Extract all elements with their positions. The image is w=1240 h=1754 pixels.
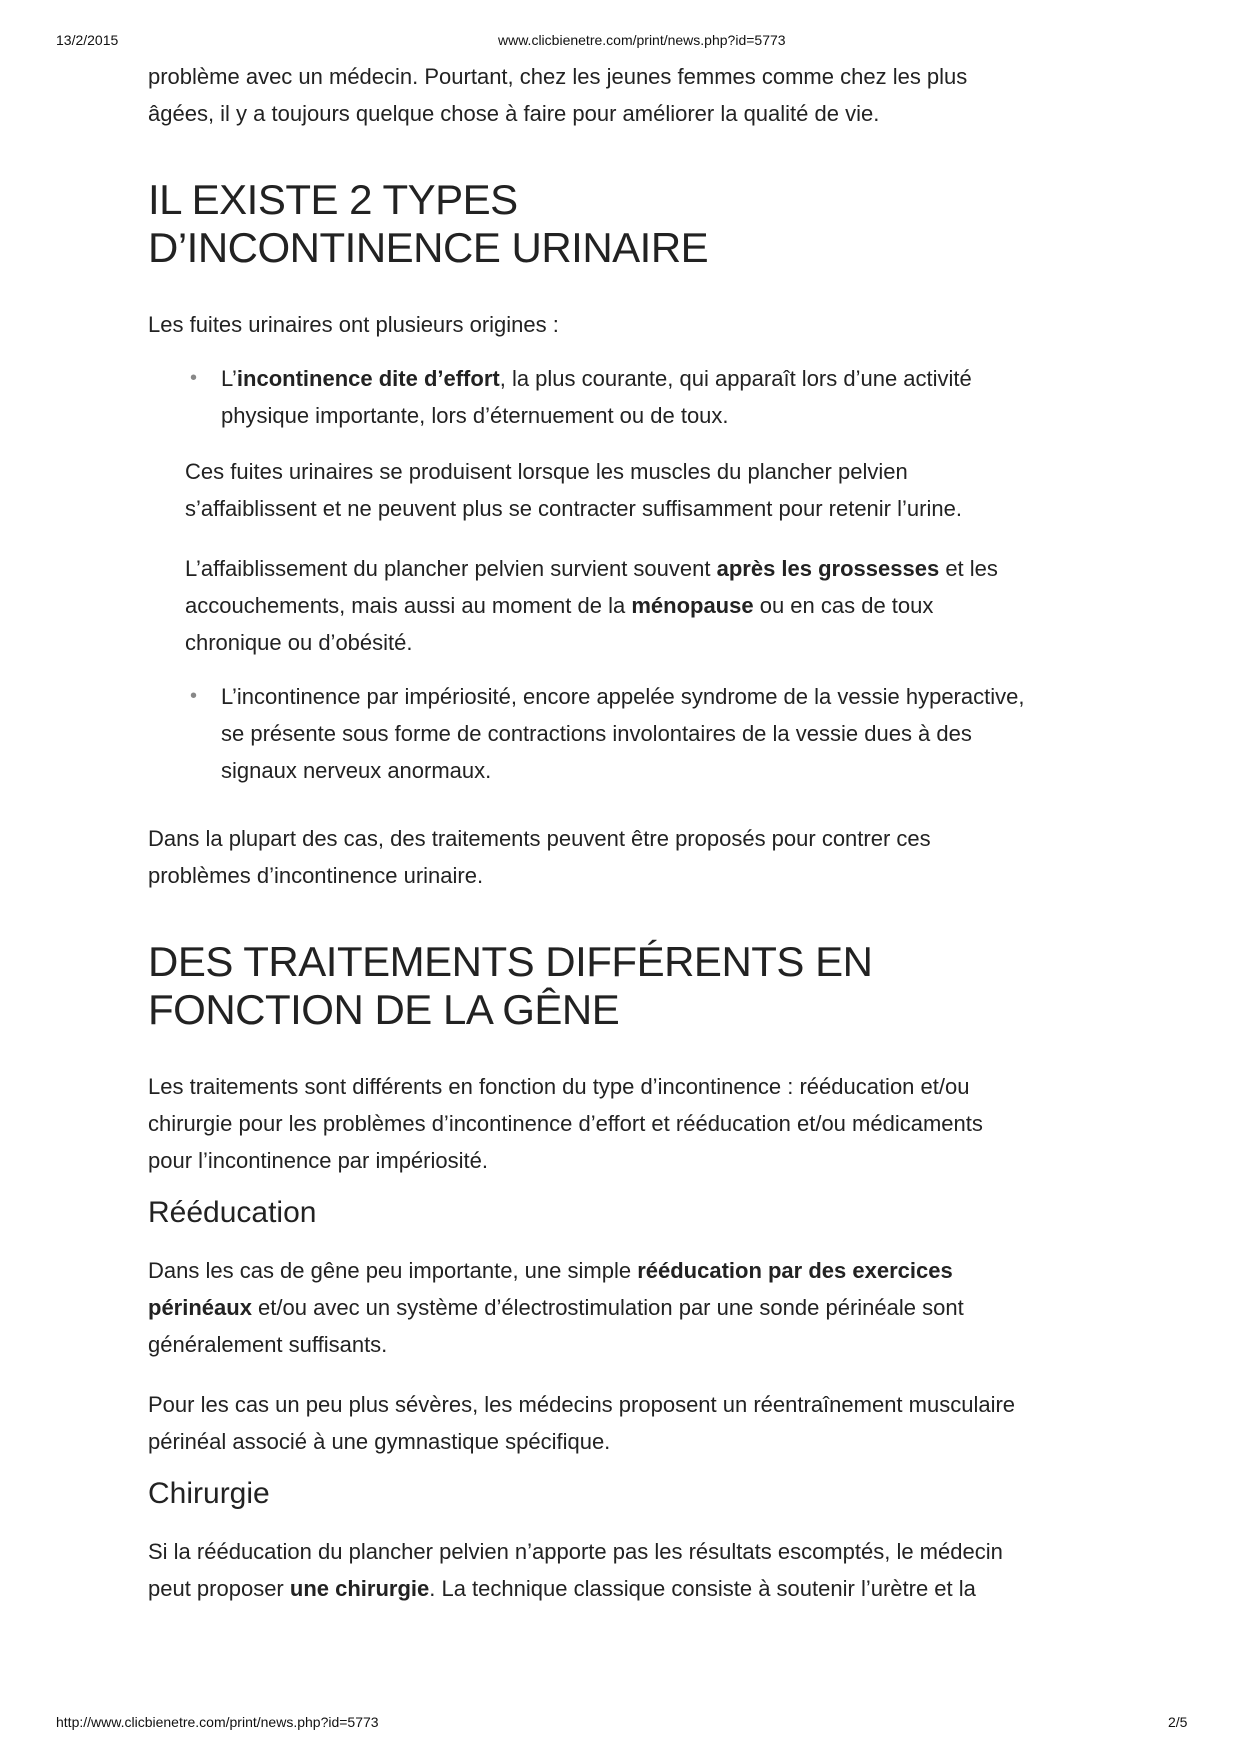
para2-bold-1: après les grossesses	[716, 556, 940, 581]
print-url-footer: http://www.clicbienetre.com/print/news.php?id=5773	[56, 1714, 379, 1730]
print-date: 13/2/2015	[56, 32, 119, 48]
reed-p2-line-2: périnéal associé à une gymnastique spécifique.	[148, 1429, 611, 1454]
para1-line-2: s’affaiblissent et ne peuvent plus se contracter suffisamment pour retenir l’urine.	[185, 496, 962, 521]
reed-p1-post: et/ou avec un système d’électrostimulation par une sonde périnéale sont	[251, 1295, 964, 1320]
chir-p1-pre: peut proposer	[148, 1576, 290, 1601]
para1-line-1: Ces fuites urinaires se produisent lorsque les muscles du plancher pelvien	[185, 459, 908, 484]
para2-mid: et les	[939, 556, 998, 581]
reed-p1-pre: Dans les cas de gêne peu importante, une simple	[148, 1258, 638, 1283]
chir-p1-line-1: Si la rééducation du plancher pelvien n’apporte pas les résultats escomptés, le médecin	[148, 1539, 1003, 1564]
bullet-icon: •	[190, 685, 198, 707]
section1-closing	[148, 820, 1138, 894]
section1-paragraph-1	[148, 453, 1138, 527]
chir-p1-post: . La technique classique consiste à soutenir l’urètre et la	[429, 1576, 976, 1601]
bullet-icon: •	[190, 367, 198, 389]
bullet2-line-3: signaux nerveux anormaux.	[221, 758, 492, 783]
section-heading-types	[148, 176, 1138, 272]
section1-paragraph-2	[148, 550, 1138, 661]
para2-line2-pre: accouchements, mais aussi au moment de la	[185, 593, 632, 618]
reeducation-paragraph-1	[148, 1252, 1138, 1363]
page-number: 2/5	[1168, 1714, 1188, 1730]
bullet1-pre: L’	[221, 366, 237, 391]
reed-p1-line-3: généralement suffisants.	[148, 1332, 388, 1357]
section-heading-treatments	[148, 938, 1138, 1034]
section-heading-types-line-1: IL EXISTE 2 TYPES	[148, 176, 518, 223]
reed-p2-line-1: Pour les cas un peu plus sévères, les médecins proposent un réentraînement musculaire	[148, 1392, 1016, 1417]
intro-line-2: âgées, il y a toujours quelque chose à faire pour améliorer la qualité de vie.	[148, 101, 880, 126]
section-heading-types-line-2: D’INCONTINENCE URINAIRE	[148, 224, 709, 271]
s2-lead-line-1: Les traitements sont différents en fonction du type d’incontinence : rééducation et/ou	[148, 1074, 970, 1099]
para2-bold-2: ménopause	[631, 593, 754, 618]
s2-lead-line-2: chirurgie pour les problèmes d’incontinence d’effort et rééducation et/ou médicaments	[148, 1111, 983, 1136]
subheading-chirurgie: Chirurgie	[148, 1477, 270, 1510]
bullet2-line-1: L’incontinence par impériosité, encore appelée syndrome de la vessie hyperactive,	[221, 684, 1025, 709]
subheading-reeducation: Rééducation	[148, 1196, 317, 1229]
list-item-urge-incontinence	[185, 678, 1138, 789]
list-item-stress-incontinence	[185, 360, 1138, 434]
para2-line-3: chronique ou d’obésité.	[185, 630, 413, 655]
chirurgie-paragraph-1	[148, 1533, 1138, 1607]
types-list-1	[148, 360, 1138, 434]
chir-p1-bold: une chirurgie	[289, 1576, 430, 1601]
bullet1-post: , la plus courante, qui apparaît lors d’une activité	[499, 366, 972, 391]
intro-paragraph	[148, 58, 1138, 132]
reeducation-paragraph-2	[148, 1386, 1138, 1460]
section-heading-treatments-line-1: DES TRAITEMENTS DIFFÉRENTS EN	[148, 938, 873, 985]
bullet1-bold: incontinence dite d’effort	[236, 366, 500, 391]
bullet2-line-2: se présente sous forme de contractions involontaires de la vessie dues à des	[221, 721, 972, 746]
section-heading-treatments-line-2: FONCTION DE LA GÊNE	[148, 986, 620, 1033]
intro-line-1: problème avec un médecin. Pourtant, chez les jeunes femmes comme chez les plus	[148, 64, 968, 89]
types-list-2	[148, 678, 1138, 789]
s2-lead-line-3: pour l’incontinence par impériosité.	[148, 1148, 488, 1173]
section1-lead: Les fuites urinaires ont plusieurs origines :	[148, 312, 559, 337]
section2-lead	[148, 1068, 1138, 1179]
closing-line-1: Dans la plupart des cas, des traitements peuvent être proposés pour contrer ces	[148, 826, 931, 851]
para2-line2-post: ou en cas de toux	[753, 593, 934, 618]
closing-line-2: problèmes d’incontinence urinaire.	[148, 863, 484, 888]
bullet1-line-2: physique importante, lors d’éternuement ou de toux.	[221, 403, 729, 428]
reed-p1-bold-1: rééducation par des exercices	[637, 1258, 953, 1283]
reed-p1-bold-2: périnéaux	[148, 1295, 252, 1320]
print-url-header: www.clicbienetre.com/print/news.php?id=5773	[498, 32, 786, 48]
article-content	[148, 58, 1138, 1630]
para2-pre: L’affaiblissement du plancher pelvien survient souvent	[185, 556, 717, 581]
